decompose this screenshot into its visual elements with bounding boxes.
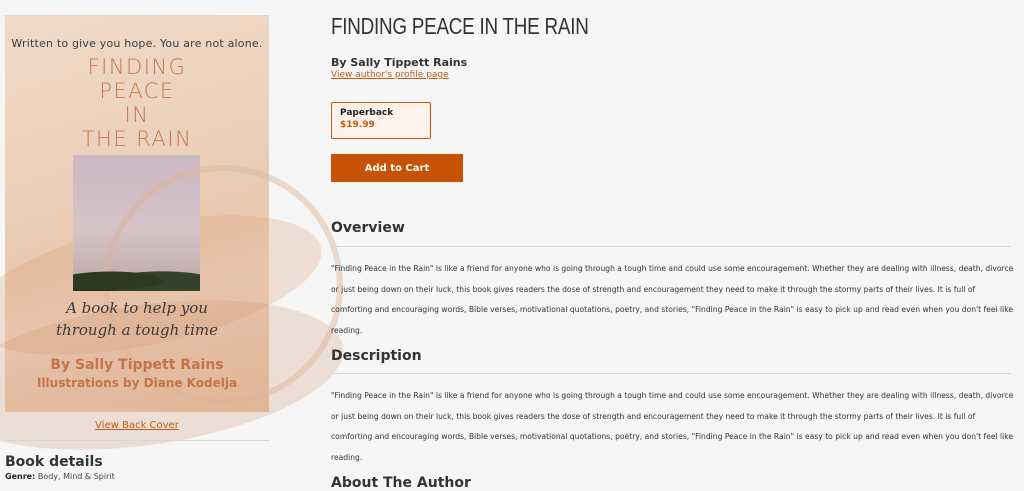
cover-script-line: A book to help you [66, 299, 208, 317]
book-cover-image [5, 15, 269, 412]
cover-illustrator: Illustrations by Diane Kodelja [36, 376, 238, 390]
add-to-cart-button[interactable]: Add to Cart [331, 154, 463, 182]
description-text: "Finding Peace in the Rain" is like a friend for anyone who is going through a tough time and could use some encouragement. Whether they are dealing with illness, death, divorce or just being down on their luck, this book gives readers the dose of strength and encouragement they need to make it through the stormy parts of their lives. It is full of comforting and encouraging words, Bible verses, motivational quotations, poetry, and stories, "Finding Peace in the Rain" is easy to pick up and read even when you don't feel like reading. [331, 391, 1014, 462]
format-name: Paperback [340, 108, 394, 118]
genre-detail [5, 472, 115, 481]
about-author-heading: About The Author [331, 475, 471, 491]
author-profile-link[interactable]: View author's profile page [331, 70, 449, 80]
format-option-paperback[interactable] [331, 102, 431, 139]
description-heading: Description [331, 348, 422, 364]
cover-script-line: through a tough time [56, 321, 218, 339]
divider [5, 440, 269, 441]
cover-title-line: IN [124, 103, 150, 127]
genre-label: Genre: [5, 472, 36, 481]
cover-tagline: Written to give you hope. You are not alone. [11, 37, 263, 50]
cover-author: By Sally Tippett Rains [50, 357, 224, 373]
overview-heading: Overview [331, 220, 405, 236]
cover-title [5, 55, 269, 151]
cover-title-line: PEACE [99, 79, 175, 103]
genre-value: Body, Mind & Spirit [37, 472, 115, 481]
book-details-heading: Book details [5, 454, 103, 470]
cover-title-line: THE RAIN [81, 127, 193, 151]
cover-script-text [5, 297, 269, 341]
divider [331, 246, 1011, 247]
view-back-cover-link[interactable]: View Back Cover [95, 420, 179, 431]
cover-title-line: FINDING [87, 55, 187, 79]
page-title: FINDING PEACE IN THE RAIN [331, 13, 589, 39]
format-price: $19.99 [340, 120, 375, 130]
author-byline: By Sally Tippett Rains [331, 56, 468, 69]
overview-text: "Finding Peace in the Rain" is like a friend for anyone who is going through a tough time and could use some encouragement. Whether they are dealing with illness, death, divorce or just being down on their luck, this book gives readers the dose of strength and encouragement they need to make it through the stormy parts of their lives. It is full of comforting and encouraging words, Bible verses, motivational quotations, poetry, and stories, "Finding Peace in the Rain" is easy to pick up and read even when you don't feel like reading. [331, 264, 1014, 335]
divider [331, 373, 1011, 374]
cover-rainbow-photo [73, 155, 200, 291]
tree-silhouette [73, 265, 200, 291]
